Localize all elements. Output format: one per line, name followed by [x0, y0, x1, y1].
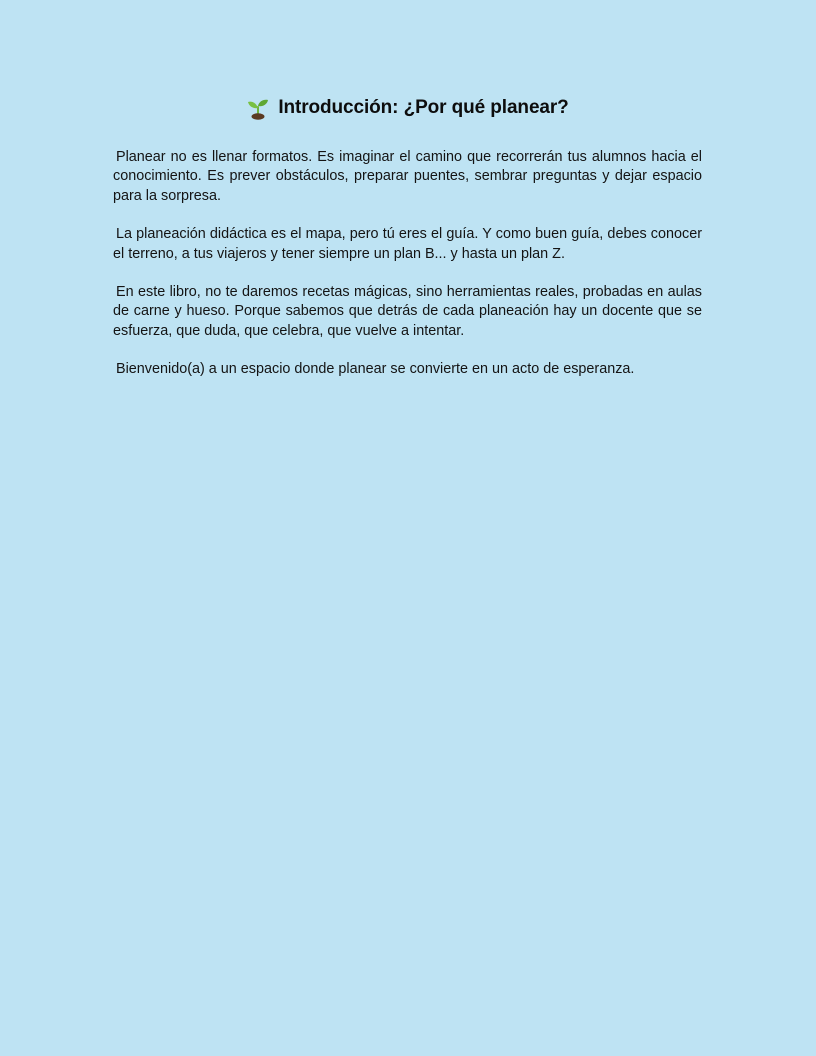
paragraph: En este libro, no te daremos recetas mágicas, sino herramientas reales, probadas en aulas de carne y hueso. Porque sabemos que detrás de cada planeación hay un docente que se esfuerza, que duda, que celebra, que vuelve a intentar.	[113, 284, 702, 339]
body-text	[113, 148, 702, 399]
paragraph: Planear no es llenar formatos. Es imaginar el camino que recorrerán tus alumnos hacia el conocimiento. Es prever obstáculos, preparar puentes, sembrar preguntas y dejar espacio para la sorpresa.	[113, 149, 702, 204]
sprout-icon	[247, 96, 269, 120]
paragraph: La planeación didáctica es el mapa, pero tú eres el guía. Y como buen guía, debes conocer el terreno, a tus viajeros y tener siempre un plan B... y hasta un plan Z.	[113, 226, 702, 262]
heading-row	[247, 96, 568, 120]
paragraph: Bienvenido(a) a un espacio donde planear se convierte en un acto de esperanza.	[116, 361, 635, 378]
page-title: Introducción: ¿Por qué planear?	[278, 97, 569, 118]
section-heading	[0, 96, 816, 125]
